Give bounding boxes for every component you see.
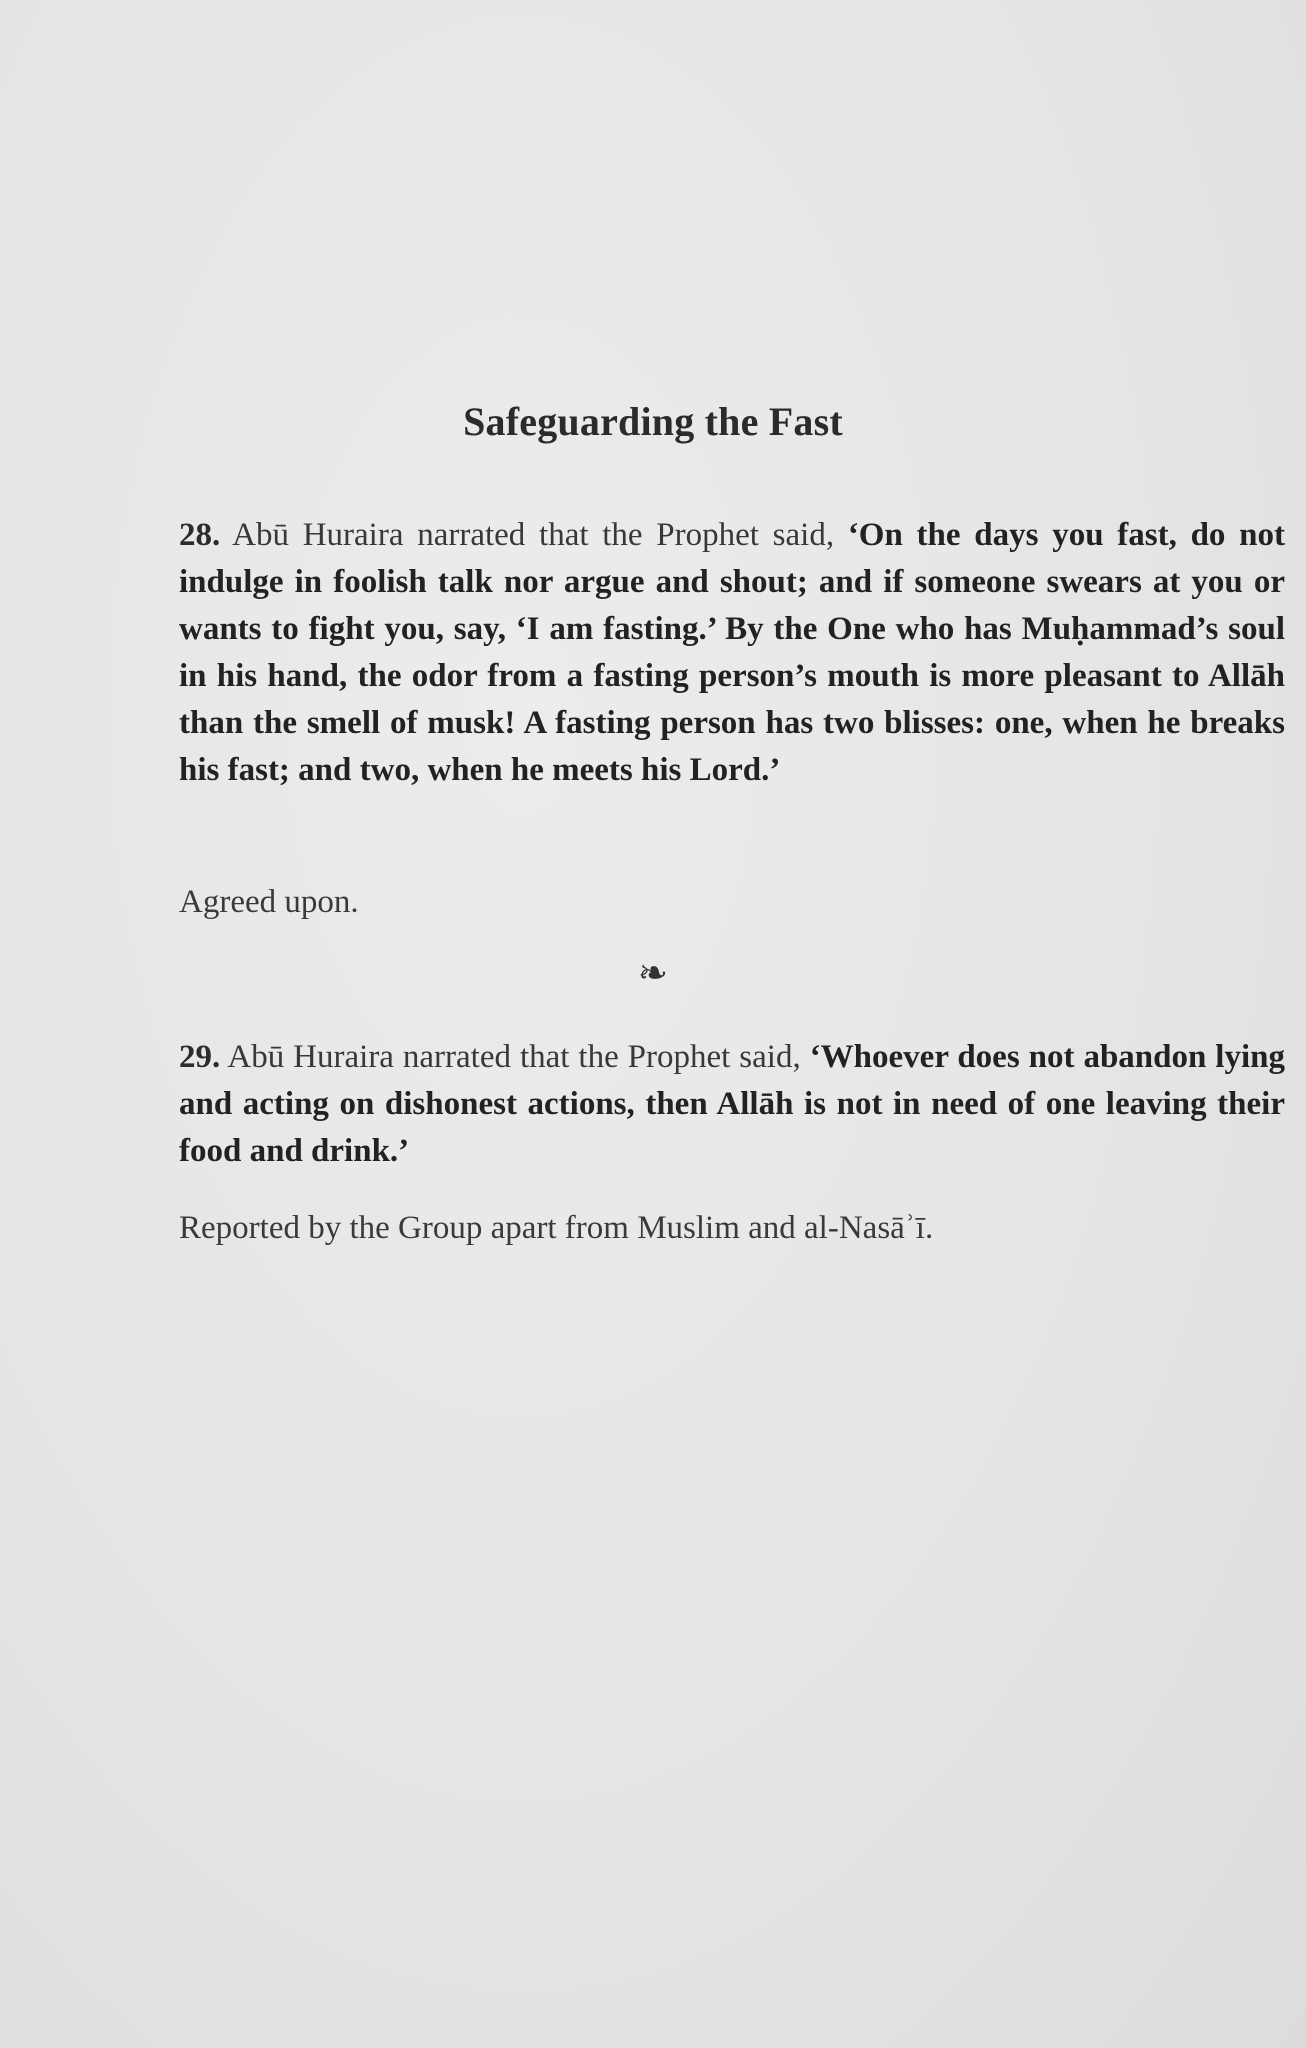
hadith-28 (179, 512, 1285, 794)
hadith-number: 28. (179, 517, 221, 553)
hadith-intro: Abū Huraira narrated that the Prophet said, (232, 517, 835, 553)
hadith-29 (179, 1034, 1285, 1175)
hadith-intro: Abū Huraira narrated that the Prophet said, (227, 1039, 801, 1075)
hadith-29-source: Reported by the Group apart from Muslim and al-Nasāʾī. (179, 1210, 934, 1246)
hadith-28-source: Agreed upon. (179, 884, 359, 920)
hadith-number: 29. (179, 1039, 221, 1075)
fleuron-ornament: ❧ (637, 953, 669, 993)
hadith-quote: ‘On the days you fast, do not indulge in foolish talk nor argue and shout; and if someone swears at you or wants to fight you, say, ‘I am fasting.’ By the One who has Muḥammad’s soul in his hand, the odor from a fasting person’s mouth is more pleasant to Allāh than the smell of musk! A fasting person has two blisses: one, when he breaks his fast; and two, when he meets his Lord.’ (179, 517, 1285, 788)
hadith-quote: ‘Whoever does not abandon lying and acting on dishonest actions, then Allāh is not in need of one leaving their food and drink.’ (179, 1039, 1285, 1169)
section-heading: Safeguarding the Fast (463, 399, 843, 444)
